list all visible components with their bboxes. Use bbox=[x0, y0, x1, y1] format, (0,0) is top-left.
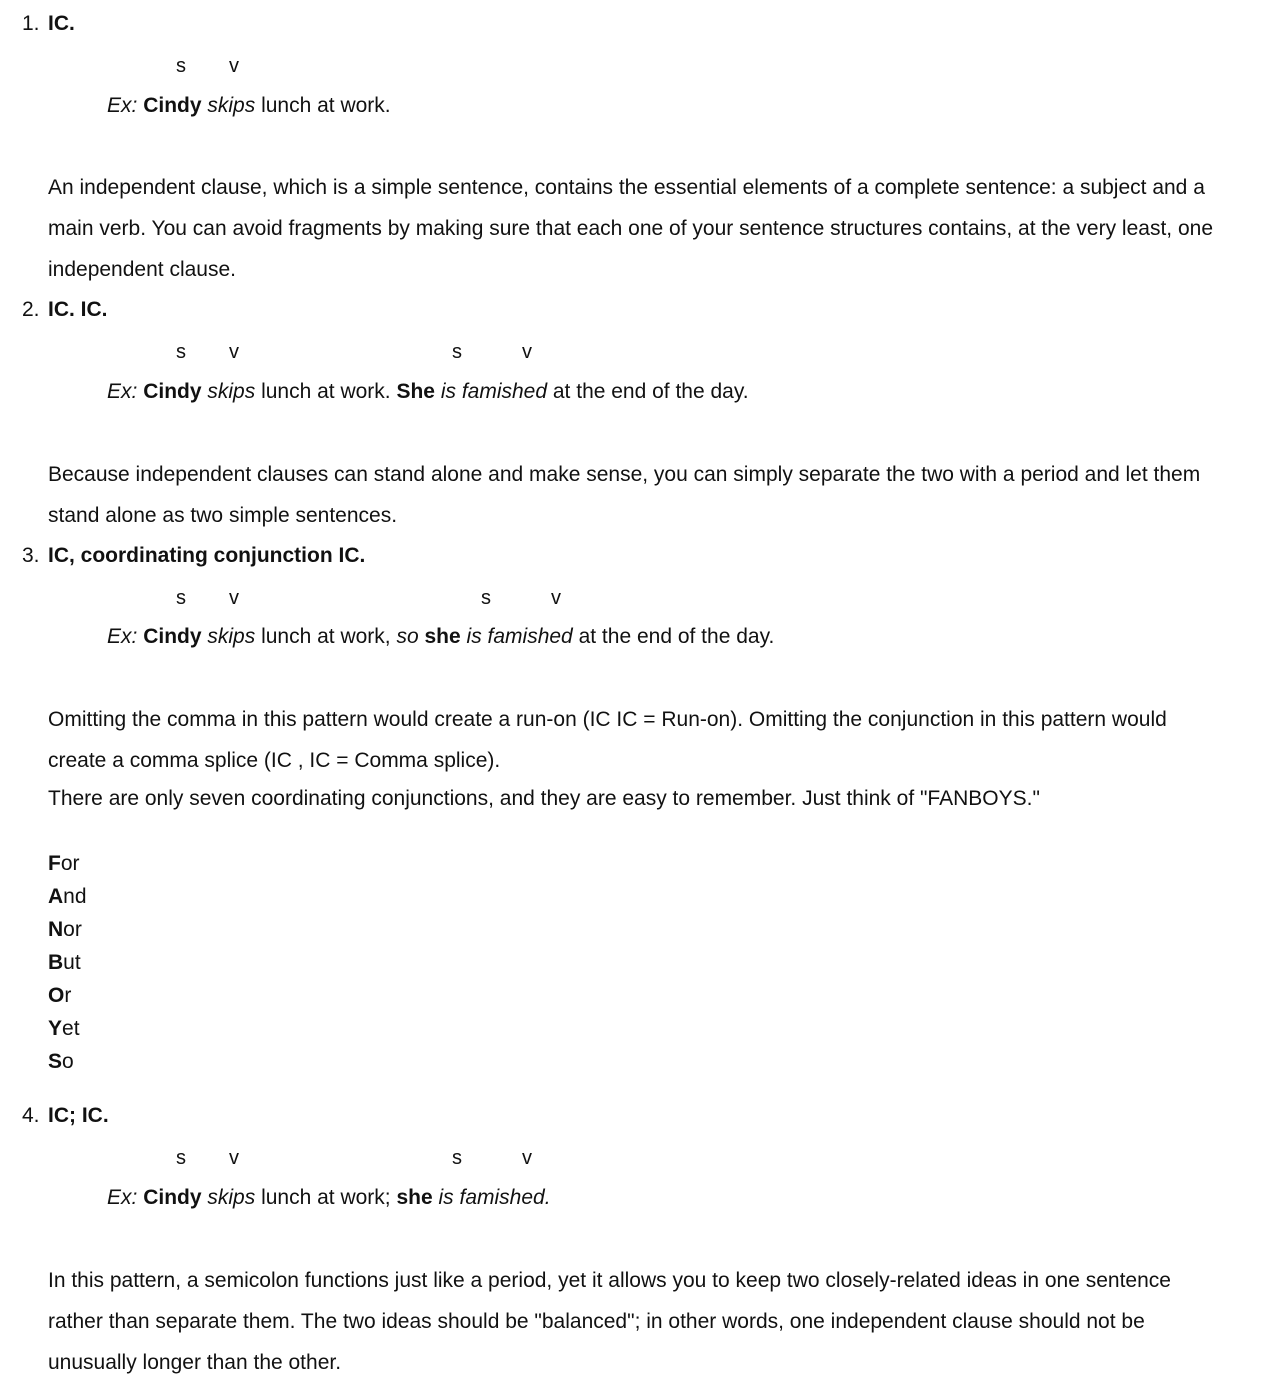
fanboys-rest: or bbox=[63, 918, 82, 941]
example-conjunction: so bbox=[396, 625, 419, 648]
example-text: at the end of the day. bbox=[547, 380, 749, 403]
example-sentence bbox=[107, 625, 774, 649]
verb-marker: v bbox=[229, 341, 239, 363]
example-subject: she bbox=[396, 1186, 433, 1209]
item-number: 4. bbox=[22, 1104, 40, 1127]
pattern-heading: IC. bbox=[48, 12, 75, 35]
fanboys-initial: N bbox=[48, 918, 64, 941]
example-subject: She bbox=[396, 380, 435, 403]
explanation-paragraph: Omitting the comma in this pattern would create a run-on (IC IC = Run-on). Omitting the conjunction in this pattern would create a comma splice (IC , IC = Comma splice). bbox=[48, 708, 1167, 772]
pattern-heading: IC; IC. bbox=[48, 1104, 109, 1127]
subject-marker: s bbox=[176, 1147, 186, 1169]
example-verb: skips bbox=[207, 94, 256, 117]
explanation-paragraph: Because independent clauses can stand alone and make sense, you can simply separate the two with a period and let them stand alone as two simple sentences. bbox=[48, 463, 1201, 527]
example-verb: skips bbox=[207, 380, 256, 403]
fanboys-intro: There are only seven coordinating conjunctions, and they are easy to remember. Just think of "FANBOYS." bbox=[48, 787, 1040, 810]
explanation-paragraph: In this pattern, a semicolon functions just like a period, yet it allows you to keep two closely-related ideas in one sentence rather than separate them. The two ideas should be "balanced"; in other words, one independent clause should not be unusually longer than the other. bbox=[48, 1269, 1171, 1374]
example-sentence bbox=[107, 380, 749, 404]
fanboys-initial: B bbox=[48, 951, 64, 974]
example-prefix: Ex: bbox=[107, 94, 138, 117]
example-verb: is famished. bbox=[438, 1186, 551, 1209]
fanboys-initial: Y bbox=[48, 1017, 63, 1040]
example-subject: Cindy bbox=[143, 380, 202, 403]
fanboys-item bbox=[48, 946, 87, 979]
verb-marker: v bbox=[522, 1147, 532, 1169]
example-prefix: Ex: bbox=[107, 625, 138, 648]
fanboys-item bbox=[48, 847, 87, 880]
subject-marker: s bbox=[176, 55, 186, 77]
verb-marker: v bbox=[229, 587, 239, 609]
example-text: at the end of the day. bbox=[572, 625, 775, 648]
fanboys-item bbox=[48, 1045, 87, 1078]
example-verb: is famished bbox=[440, 380, 548, 403]
subject-marker: s bbox=[176, 341, 186, 363]
fanboys-initial: O bbox=[48, 984, 65, 1007]
fanboys-initial: A bbox=[48, 885, 64, 908]
subject-marker: s bbox=[452, 341, 462, 363]
fanboys-item bbox=[48, 880, 87, 913]
item-number: 2. bbox=[22, 298, 40, 321]
fanboys-item bbox=[48, 979, 87, 1012]
fanboys-item bbox=[48, 1012, 87, 1045]
pattern-heading: IC, coordinating conjunction IC. bbox=[48, 544, 366, 567]
example-text: lunch at work, bbox=[255, 625, 397, 648]
verb-marker: v bbox=[229, 55, 239, 77]
item-number: 1. bbox=[22, 12, 40, 35]
subject-marker: s bbox=[452, 1147, 462, 1169]
example-sentence bbox=[107, 94, 391, 118]
example-verb: skips bbox=[207, 625, 256, 648]
item-number: 3. bbox=[22, 544, 40, 567]
example-subject: Cindy bbox=[143, 94, 202, 117]
example-text: lunch at work; bbox=[255, 1186, 397, 1209]
fanboys-rest: r bbox=[64, 984, 72, 1007]
example-subject: Cindy bbox=[143, 1186, 202, 1209]
fanboys-rest: o bbox=[62, 1050, 74, 1073]
verb-marker: v bbox=[229, 1147, 239, 1169]
fanboys-rest: ut bbox=[63, 951, 81, 974]
subject-marker: s bbox=[176, 587, 186, 609]
example-subject: she bbox=[424, 625, 461, 648]
example-sentence bbox=[107, 1186, 551, 1210]
fanboys-initial: S bbox=[48, 1050, 63, 1073]
example-verb: skips bbox=[207, 1186, 256, 1209]
example-prefix: Ex: bbox=[107, 1186, 138, 1209]
fanboys-rest: et bbox=[62, 1017, 80, 1040]
example-verb: is famished bbox=[466, 625, 573, 648]
example-text: lunch at work. bbox=[255, 94, 391, 117]
pattern-heading: IC. IC. bbox=[48, 298, 108, 321]
example-text: lunch at work. bbox=[255, 380, 397, 403]
example-prefix: Ex: bbox=[107, 380, 138, 403]
fanboys-rest: or bbox=[60, 852, 80, 875]
fanboys-initial: F bbox=[48, 852, 61, 875]
subject-marker: s bbox=[481, 587, 491, 609]
example-subject: Cindy bbox=[143, 625, 202, 648]
verb-marker: v bbox=[522, 341, 532, 363]
fanboys-list bbox=[48, 847, 87, 1078]
explanation-paragraph: An independent clause, which is a simple sentence, contains the essential elements of a complete sentence: a subject and a main verb. You can avoid fragments by making sure that each one of your sentence structures contains, at the very least, one independent clause. bbox=[48, 176, 1213, 281]
verb-marker: v bbox=[551, 587, 561, 609]
fanboys-item bbox=[48, 913, 87, 946]
fanboys-rest: nd bbox=[63, 885, 87, 908]
